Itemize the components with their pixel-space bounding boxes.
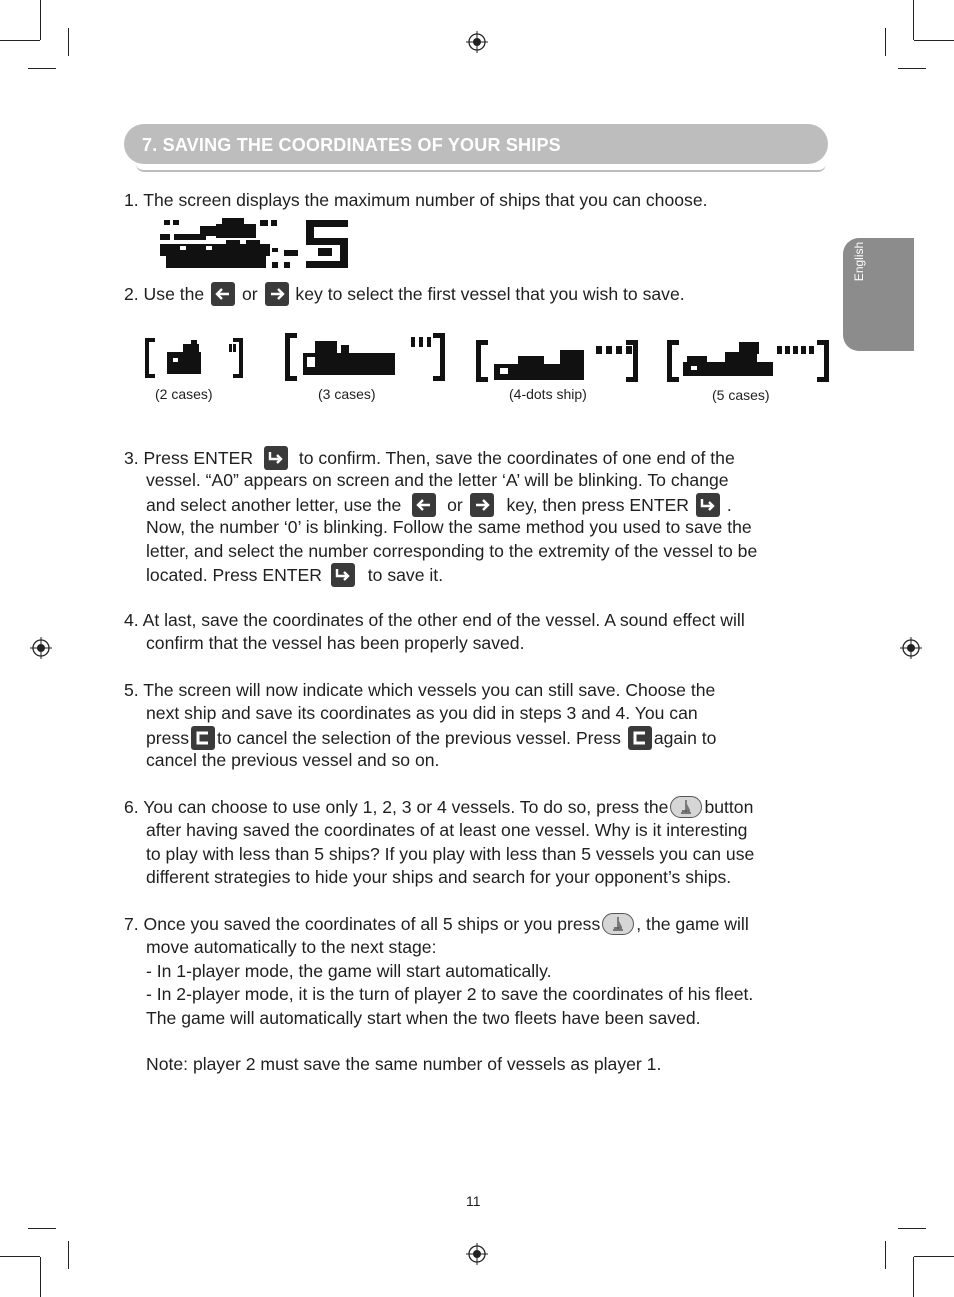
crop-mark [28, 68, 56, 69]
registration-mark-icon [466, 1243, 488, 1265]
ship-button-icon [602, 913, 634, 935]
step-3 [124, 446, 844, 586]
section-title: 7. SAVING THE COORDINATES OF YOUR SHIPS [142, 135, 561, 155]
step-3-text: letter, and select the number corresponding to the extremity of the vessel to be [146, 540, 758, 561]
step-3-text: to save it. [367, 564, 444, 585]
step-5-text: press [146, 727, 190, 748]
cancel-c-key-icon [191, 726, 215, 750]
crop-mark [914, 40, 954, 41]
step-6-text: after having saved the coordinates of at least one vessel. Why is it interesting [146, 820, 748, 841]
ship-and-5-lcd-display [160, 218, 350, 270]
ship-caption: (3 cases) [318, 386, 376, 402]
step-3-text: located. Press ENTER [146, 564, 322, 585]
step-3-text: and select another letter, use the [146, 494, 402, 515]
step-7-text: move automatically to the next stage: [146, 937, 437, 958]
page-number: 11 [466, 1193, 481, 1209]
enter-key-icon [331, 563, 355, 587]
step-6-text: 6. You can choose to use only 1, 2, 3 or 4 vessels. To do so, press the [124, 797, 669, 817]
ship-3-cases-icon [285, 333, 450, 383]
step-5 [124, 679, 844, 773]
ship-5-cases-icon [667, 340, 832, 384]
step-2 [124, 282, 844, 305]
registration-mark-icon [30, 637, 52, 659]
crop-mark [28, 1228, 56, 1229]
step-4 [124, 609, 844, 656]
ship-2-cases-icon [145, 338, 245, 382]
section-header [124, 124, 828, 168]
crop-mark [40, 0, 41, 40]
step-7-text: - In 1-player mode, the game will start automatically. [146, 960, 552, 981]
step-7-text: 7. Once you saved the coordinates of all 5 ships or you press [124, 914, 601, 934]
ship-4-dots-icon [476, 340, 641, 384]
step-4-text: confirm that the vessel has been properly saved. [146, 633, 525, 654]
step-7-text: The game will automatically start when the two fleets have been saved. [146, 1007, 701, 1028]
crop-mark [913, 0, 914, 40]
step-1-text: 1. The screen displays the maximum number of ships that you can choose. [124, 190, 708, 210]
step-5-text: again to [653, 727, 717, 748]
section-header-underline [136, 164, 826, 172]
registration-mark-icon [900, 637, 922, 659]
step-5-text: next ship and save its coordinates as you did in steps 3 and 4. You can [146, 703, 698, 724]
step-3-text: key, then press ENTER [506, 494, 690, 515]
step-3-text: Now, the number ‘0’ is blinking. Follow the same method you used to save the [146, 517, 752, 538]
right-arrow-key-icon [470, 493, 494, 517]
step-7-text: - In 2-player mode, it is the turn of player 2 to save the coordinates of his fleet. [146, 984, 754, 1005]
crop-mark [913, 1257, 914, 1297]
left-arrow-key-icon [211, 282, 235, 306]
step-6 [124, 796, 844, 890]
step-3-text: . [726, 494, 732, 515]
step-6-text: different strategies to hide your ships and search for your opponent’s ships. [146, 867, 732, 888]
ship-caption: (4-dots ship) [509, 386, 587, 402]
registration-mark-icon [466, 31, 488, 53]
step-2-text-c: key to select the first vessel that you wish to save. [295, 284, 685, 304]
step-7 [124, 913, 844, 1077]
step-3-text: to confirm. Then, save the coordinates of one end of the [298, 448, 735, 468]
left-arrow-key-icon [412, 493, 436, 517]
crop-mark [40, 1257, 41, 1297]
crop-mark [885, 1241, 886, 1269]
crop-mark [914, 1256, 954, 1257]
enter-key-icon [696, 493, 720, 517]
ship-button-icon [670, 796, 702, 818]
crop-mark [898, 1228, 926, 1229]
crop-mark [885, 28, 886, 56]
crop-mark [68, 28, 69, 56]
step-3-text: or [447, 494, 463, 515]
language-tab [843, 238, 914, 351]
step-5-text: 5. The screen will now indicate which vessels you can still save. Choose the [124, 680, 716, 700]
crop-mark [898, 68, 926, 69]
note-text: Note: player 2 must save the same number of vessels as player 1. [146, 1054, 662, 1075]
enter-key-icon [264, 446, 288, 470]
step-5-text: cancel the previous vessel and so on. [146, 750, 440, 771]
crop-mark [0, 40, 40, 41]
step-6-text: button [704, 797, 754, 817]
ship-caption: (2 cases) [155, 386, 213, 402]
right-arrow-key-icon [265, 282, 289, 306]
step-2-text-b: or [241, 284, 258, 304]
step-1 [124, 189, 844, 212]
step-3-text: 3. Press ENTER [124, 448, 254, 468]
language-tab-label: English [852, 241, 866, 282]
crop-mark [0, 1256, 40, 1257]
step-4-text: 4. At last, save the coordinates of the other end of the vessel. A sound effect will [124, 610, 745, 630]
step-3-text: vessel. “A0” appears on screen and the letter ‘A’ will be blinking. To change [146, 470, 729, 491]
crop-mark [68, 1241, 69, 1269]
cancel-c-key-icon [628, 726, 652, 750]
step-7-text: , the game will [636, 914, 749, 934]
step-6-text: to play with less than 5 ships? If you play with less than 5 vessels you can use [146, 843, 755, 864]
ship-caption: (5 cases) [712, 387, 770, 403]
step-2-text-a: 2. Use the [124, 284, 205, 304]
step-5-text: to cancel the selection of the previous vessel. Press [217, 727, 621, 748]
